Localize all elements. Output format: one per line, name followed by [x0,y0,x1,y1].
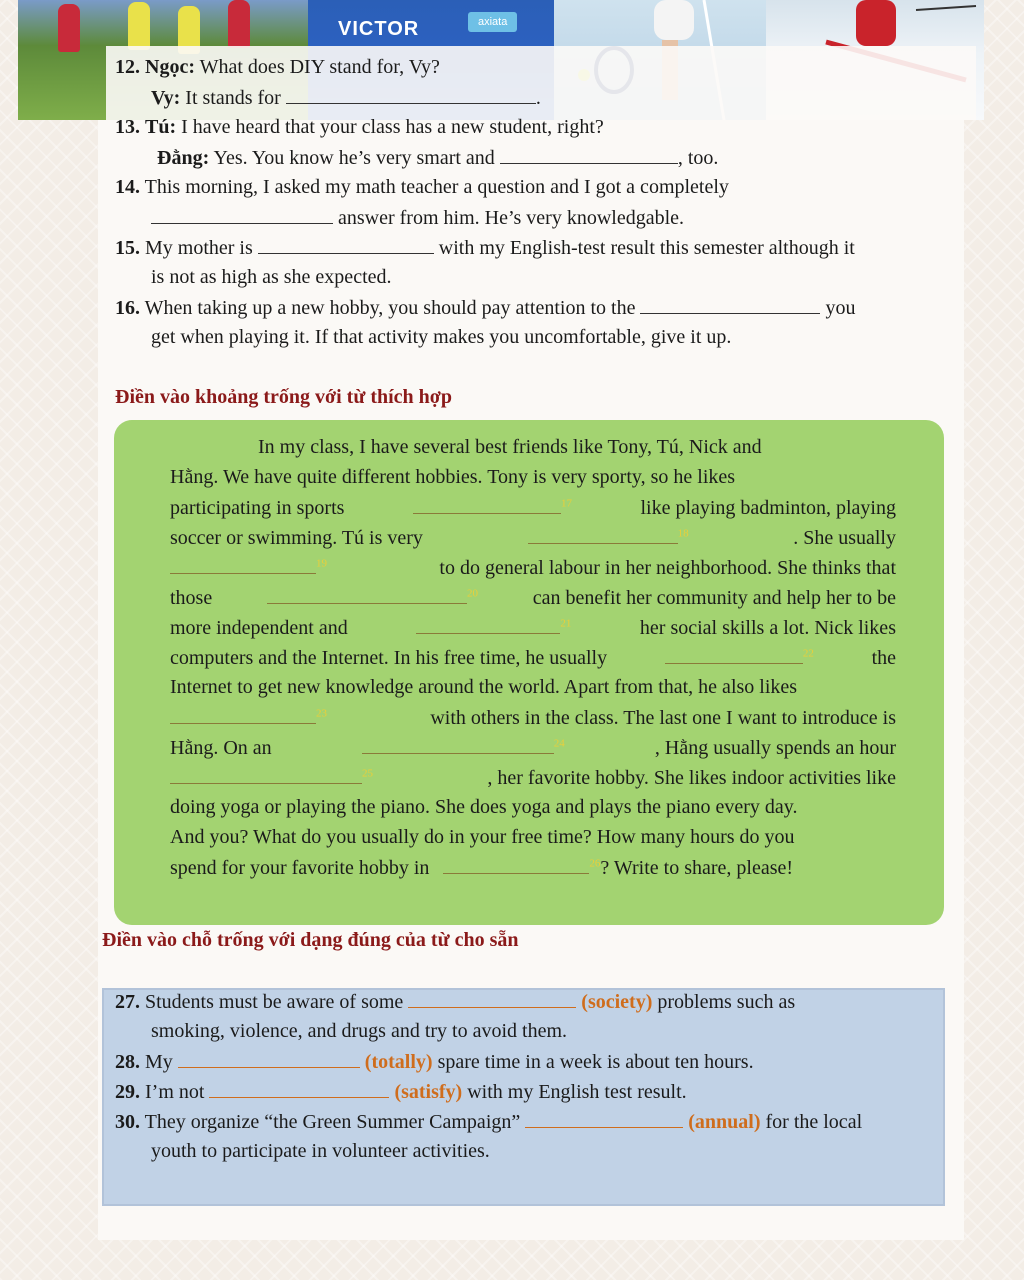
passage-blank-25[interactable] [170,765,362,784]
question-12-line-1: 12. Ngọc: What does DIY stand for, Vy? [115,56,440,78]
passage-blank-17[interactable] [413,495,561,514]
answer-blank[interactable] [209,1079,389,1098]
passage-line: soccer or swimming. Tú is very $^{18}$ . She usually [170,527,896,549]
passage-line: $^{25}$ , her favorite hobby. She likes indoor activities like [170,765,896,790]
passage-line: participating in sports $^{17}$ like playing badminton, playing [170,497,896,519]
passage-blank-26[interactable] [443,855,589,874]
passage-blank-19[interactable] [170,555,316,574]
passage-line: doing yoga or playing the piano. She does yoga and plays the piano every day. [170,796,798,818]
passage-line: more independent and $^{21}$ her social skills a lot. Nick likes [170,617,896,639]
passage-line: Hằng. On an $^{24}$ , Hằng usually spends an hour [170,737,896,759]
answer-blank[interactable] [151,205,333,224]
question-27-line-1: 27. Students must be aware of some (society) problems such as [115,991,796,1013]
answer-blank[interactable] [640,295,820,314]
question-13-line-2: Đằng: Yes. You know he’s very smart and , too. [157,147,719,169]
passage-blank-24[interactable] [362,735,554,754]
word-hint: (annual) [688,1111,761,1133]
word-hint: (society) [581,991,653,1013]
question-16-line-2: get when playing it. If that activity makes you uncomfortable, give it up. [151,326,732,348]
question-30-line-1: 30. They organize “the Green Summer Campaign” (annual) for the local [115,1111,863,1133]
word-hint: (totally) [364,1051,433,1073]
passage-blank-23[interactable] [170,705,316,724]
passage-line: spend for your favorite hobby in $^{26}$ ? Write to share, please! [170,857,794,879]
passage-line: Hằng. We have quite different hobbies. Tony is very sporty, so he likes [170,466,736,488]
answer-blank[interactable] [500,145,678,164]
passage-blank-21[interactable] [416,615,560,634]
passage-line: $^{23}$ with others in the class. The last one I want to introduce is [170,705,896,730]
question-14-line-2: answer from him. He’s very knowledgable. [151,205,684,230]
axiata-sign: axiata [468,12,517,32]
question-15-line-2: is not as high as she expected. [151,266,392,288]
passage-line: And you? What do you usually do in your free time? How many hours do you [170,826,795,848]
question-12-line-2: Vy: It stands for . [151,87,541,109]
question-30-line-2: youth to participate in volunteer activities. [151,1140,490,1162]
answer-blank[interactable] [258,235,434,254]
passage-blank-20[interactable] [267,585,467,604]
section-heading-wordform: Điền vào chỗ trống với dạng đúng của từ cho sẵn [102,929,519,951]
question-15-line-1: 15. My mother is with my English-test result this semester although it [115,237,855,259]
passage-blank-22[interactable] [665,645,803,664]
question-13-line-1: 13. Tú: I have heard that your class has a new student, right? [115,116,604,138]
passage-line: computers and the Internet. In his free time, he usually $^{22}$ the [170,647,896,669]
answer-blank[interactable] [178,1049,360,1068]
passage-line: In my class, I have several best friends like Tony, Tú, Nick and [258,436,762,458]
question-14-line-1: 14. This morning, I asked my math teacher a question and I got a completely [115,176,729,198]
passage-blank-18[interactable] [528,525,678,544]
question-28: 28. My (totally) spare time in a week is about ten hours. [115,1051,754,1073]
section-heading-passage: Điền vào khoảng trống với từ thích hợp [115,386,452,408]
answer-blank[interactable] [525,1109,683,1128]
victor-logo: VICTOR [338,18,420,40]
answer-blank[interactable] [408,989,576,1008]
passage-line: $^{19}$ to do general labour in her neighborhood. She thinks that [170,555,896,580]
passage-line: Internet to get new knowledge around the world. Apart from that, he also likes [170,676,798,698]
question-16-line-1: 16. When taking up a new hobby, you should pay attention to the you [115,297,856,319]
question-27-line-2: smoking, violence, and drugs and try to avoid them. [151,1020,568,1042]
answer-blank[interactable] [286,85,536,104]
passage-line: those $^{20}$ can benefit her community and help her to be [170,587,896,609]
word-hint: (satisfy) [394,1081,463,1103]
question-29: 29. I’m not (satisfy) with my English test result. [115,1081,687,1103]
